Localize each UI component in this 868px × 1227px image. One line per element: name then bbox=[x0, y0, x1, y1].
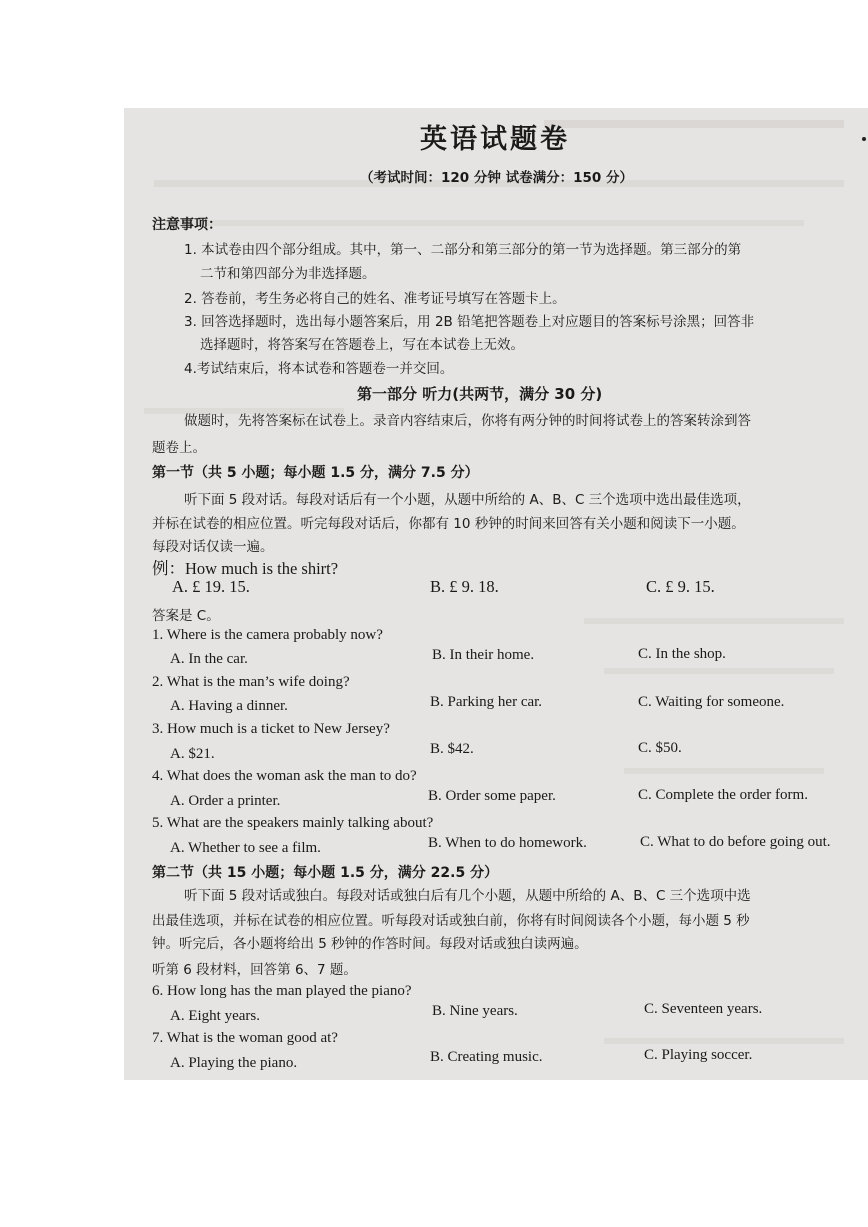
section1-heading: 第一节（共 5 小题；每小题 1.5 分，满分 7.5 分） bbox=[152, 465, 479, 481]
question-1-option-b: B. In their home. bbox=[432, 647, 535, 663]
question-3-option-b: B. $42. bbox=[430, 741, 474, 757]
exam-title: 英语试题卷 bbox=[420, 124, 570, 155]
example-option-a: A. £ 19. 15. bbox=[172, 577, 250, 596]
notice-item-4: 4.考试结束后，将本试卷和答题卷一并交回。 bbox=[184, 361, 454, 377]
question-6-option-a: A. Eight years. bbox=[170, 1008, 260, 1024]
question-7-option-c: C. Playing soccer. bbox=[644, 1047, 753, 1063]
question-2: 2. What is the man’s wife doing? bbox=[152, 674, 350, 690]
question-1: 1. Where is the camera probably now? bbox=[152, 627, 383, 643]
question-6-option-b: B. Nine years. bbox=[432, 1003, 518, 1019]
part1-intro-line1: 做题时，先将答案标在试卷上。录音内容结束后，你将有两分钟的时间将试卷上的答案转涂到答 bbox=[184, 413, 751, 429]
notice-item-3-cont: 选择题时，将答案写在答题卷上，写在本试卷上无效。 bbox=[200, 337, 524, 353]
section1-intro-line3: 每段对话仅读一遍。 bbox=[152, 539, 274, 555]
example-option-c: C. £ 9. 15. bbox=[646, 577, 715, 596]
example-question: 例：How much is the shirt? bbox=[152, 559, 339, 578]
question-1-option-a: A. In the car. bbox=[170, 651, 248, 667]
question-4-option-c: C. Complete the order form. bbox=[638, 787, 808, 803]
example-answer: 答案是 C。 bbox=[152, 608, 220, 624]
question-4: 4. What does the woman ask the man to do? bbox=[152, 768, 417, 784]
section1-intro-line2: 并标在试卷的相应位置。听完每段对话后，你都有 10 秒钟的时间来回答有关小题和阅读下一小题。 bbox=[152, 516, 745, 532]
question-3: 3. How much is a ticket to New Jersey? bbox=[152, 721, 390, 737]
question-3-option-c: C. $50. bbox=[638, 740, 682, 756]
section2-intro-line1: 听下面 5 段对话或独白。每段对话或独白后有几个小题，从题中所给的 A、B、C 三个选项中选 bbox=[184, 888, 751, 904]
question-2-option-b: B. Parking her car. bbox=[430, 694, 543, 710]
section1-intro-line1: 听下面 5 段对话。每段对话后有一个小题，从题中所给的 A、B、C 三个选项中选出最佳选项， bbox=[184, 492, 751, 508]
question-3-option-a: A. $21. bbox=[170, 746, 215, 762]
question-2-option-a: A. Having a dinner. bbox=[170, 698, 288, 714]
section2-intro-line2: 出最佳选项，并标在试卷的相应位置。听每段对话或独白前，你将有时间阅读各个小题，每小题 5 秒 bbox=[152, 913, 750, 929]
question-7: 7. What is the woman good at? bbox=[152, 1030, 338, 1046]
notice-heading: 注意事项： bbox=[152, 217, 222, 233]
question-5-option-c: C. What to do before going out. bbox=[640, 834, 831, 850]
notice-item-3: 3. 回答选择题时，选出每小题答案后，用 2B 铅笔把答题卷上对应题目的答案标号涂黑；回答非 bbox=[184, 314, 755, 330]
section2-intro-line3: 钟。听完后，各小题将给出 5 秒钟的作答时间。每段对话或独白读两遍。 bbox=[152, 936, 588, 952]
part1-intro-line2: 题卷上。 bbox=[152, 440, 206, 456]
example-option-b: B. £ 9. 18. bbox=[430, 577, 499, 596]
exam-info: （考试时间：120 分钟 试卷满分：150 分） bbox=[360, 170, 633, 186]
question-7-option-a: A. Playing the piano. bbox=[170, 1055, 298, 1071]
question-7-option-b: B. Creating music. bbox=[430, 1049, 543, 1065]
notice-item-2: 2. 答卷前，考生务必将自己的姓名、准考证号填写在答题卡上。 bbox=[184, 291, 566, 307]
question-2-option-c: C. Waiting for someone. bbox=[638, 694, 785, 710]
notice-item-1: 1. 本试卷由四个部分组成。其中，第一、二部分和第三部分的第一节为选择题。第三部分的第 bbox=[184, 242, 742, 258]
question-4-option-a: A. Order a printer. bbox=[170, 793, 281, 809]
question-5: 5. What are the speakers mainly talking about? bbox=[152, 815, 434, 831]
question-5-option-b: B. When to do homework. bbox=[428, 835, 587, 851]
question-5-option-a: A. Whether to see a film. bbox=[170, 840, 321, 856]
question-6-option-c: C. Seventeen years. bbox=[644, 1001, 763, 1017]
part1-heading: 第一部分 听力(共两节，满分 30 分) bbox=[357, 385, 603, 403]
question-6: 6. How long has the man played the piano? bbox=[152, 983, 412, 999]
question-4-option-b: B. Order some paper. bbox=[428, 788, 556, 804]
question-1-option-c: C. In the shop. bbox=[638, 646, 726, 662]
notice-item-1-cont: 二节和第四部分为非选择题。 bbox=[200, 266, 376, 282]
material-6-heading: 听第 6 段材料，回答第 6、7 题。 bbox=[152, 962, 357, 978]
section2-heading: 第二节（共 15 小题；每小题 1.5 分，满分 22.5 分） bbox=[152, 865, 499, 881]
ink-dot bbox=[862, 137, 866, 141]
